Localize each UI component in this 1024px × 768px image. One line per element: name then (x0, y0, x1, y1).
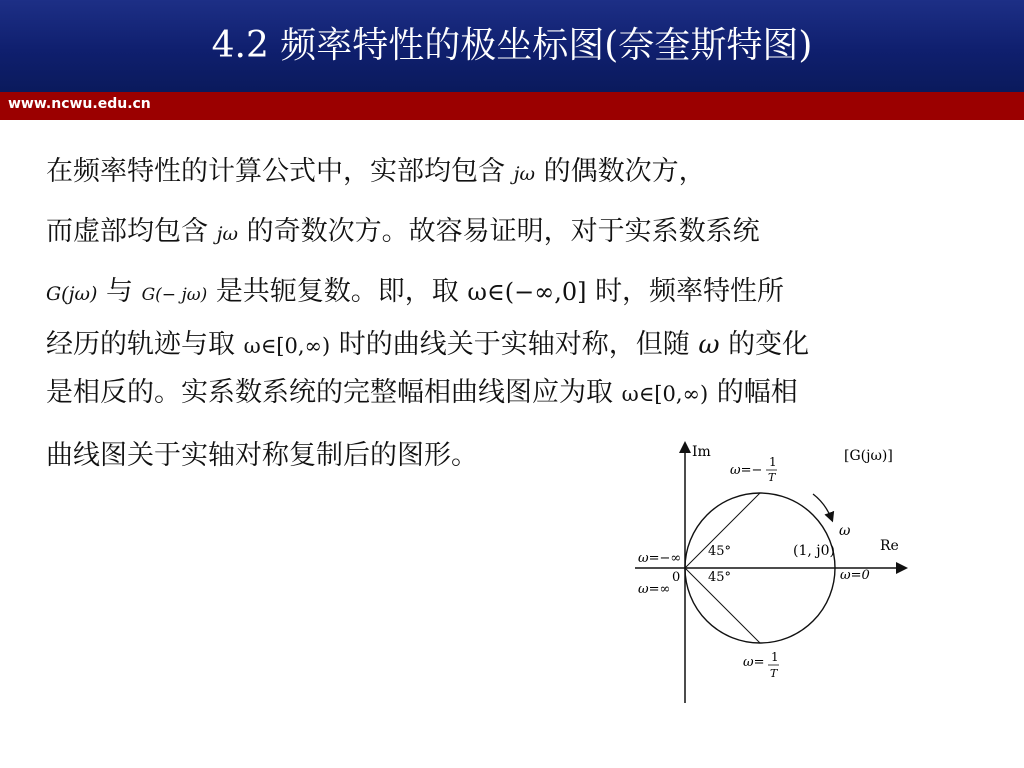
text-line-4 (46, 327, 809, 364)
text-seg: 时的曲线关于实轴对称，但随 (338, 329, 690, 360)
math-omega: ω (698, 330, 720, 360)
math-omega-range-pos: ω∈[0,∞) (621, 382, 709, 406)
text-seg: 的偶数次方， (543, 156, 706, 187)
text-seg: 在频率特性的计算公式中，实部均包含 (46, 156, 505, 187)
text-seg: 的幅相 (716, 377, 798, 408)
math-g-neg-jw: G(− jω) (141, 285, 208, 305)
text-seg: 而虚部均包含 (46, 216, 208, 247)
function-label: [G(jω)] (844, 448, 893, 464)
omega-zero-label: ω=0 (840, 568, 870, 583)
math-jw: jω (216, 223, 238, 245)
top-fraction-den: T (768, 471, 776, 484)
omega-neg-inf-label: ω=−∞ (638, 551, 682, 566)
bottom-omega-label: ω= (743, 655, 765, 670)
text-line-1 (46, 154, 706, 192)
text-seg: 曲线图关于实轴对称复制后的图形。 (46, 440, 478, 471)
bottom-fraction-den: T (770, 667, 778, 680)
omega-inf-label: ω=∞ (638, 582, 671, 597)
text-seg: 是共轭复数。即，取 (215, 276, 459, 307)
text-line-6 (46, 438, 478, 474)
red-strip (0, 92, 1024, 120)
text-seg: 与 (105, 276, 133, 307)
angle-bottom: 45° (708, 570, 732, 585)
im-label: Im (692, 444, 711, 460)
top-omega-label: ω=− (730, 463, 763, 478)
math-omega-range-pos: ω∈[0,∞) (243, 334, 331, 358)
text-seg: 的变化 (728, 329, 810, 360)
top-fraction-num: 1 (769, 455, 777, 469)
omega-direction-label: ω (839, 523, 851, 539)
text-line-5 (46, 375, 798, 412)
math-jw: jω (513, 163, 535, 185)
text-seg: 的奇数次方。故容易证明，对于实系数系统 (246, 216, 760, 247)
direction-arrow (813, 494, 832, 520)
text-seg: 是相反的。实系数系统的完整幅相曲线图应为取 (46, 377, 613, 408)
text-seg: 时，频率特性所 (595, 276, 785, 307)
slide-title: 4.2 频率特性的极坐标图(奈奎斯特图) (211, 25, 813, 66)
angle-top: 45° (708, 544, 732, 559)
text-line-3 (46, 274, 784, 313)
text-seg: 经历的轨迹与取 (46, 329, 235, 360)
bottom-fraction-num: 1 (771, 650, 779, 664)
text-line-2 (46, 214, 760, 252)
math-omega-range-neg: ω∈(−∞,0] (467, 278, 587, 306)
nyquist-diagram (630, 438, 920, 708)
math-g-jw: G(jω) (46, 283, 98, 305)
re-label: Re (880, 538, 899, 554)
point-label: (1, j0) (793, 543, 835, 559)
origin-label: 0 (672, 570, 681, 585)
site-url: www.ncwu.edu.cn (8, 96, 151, 112)
